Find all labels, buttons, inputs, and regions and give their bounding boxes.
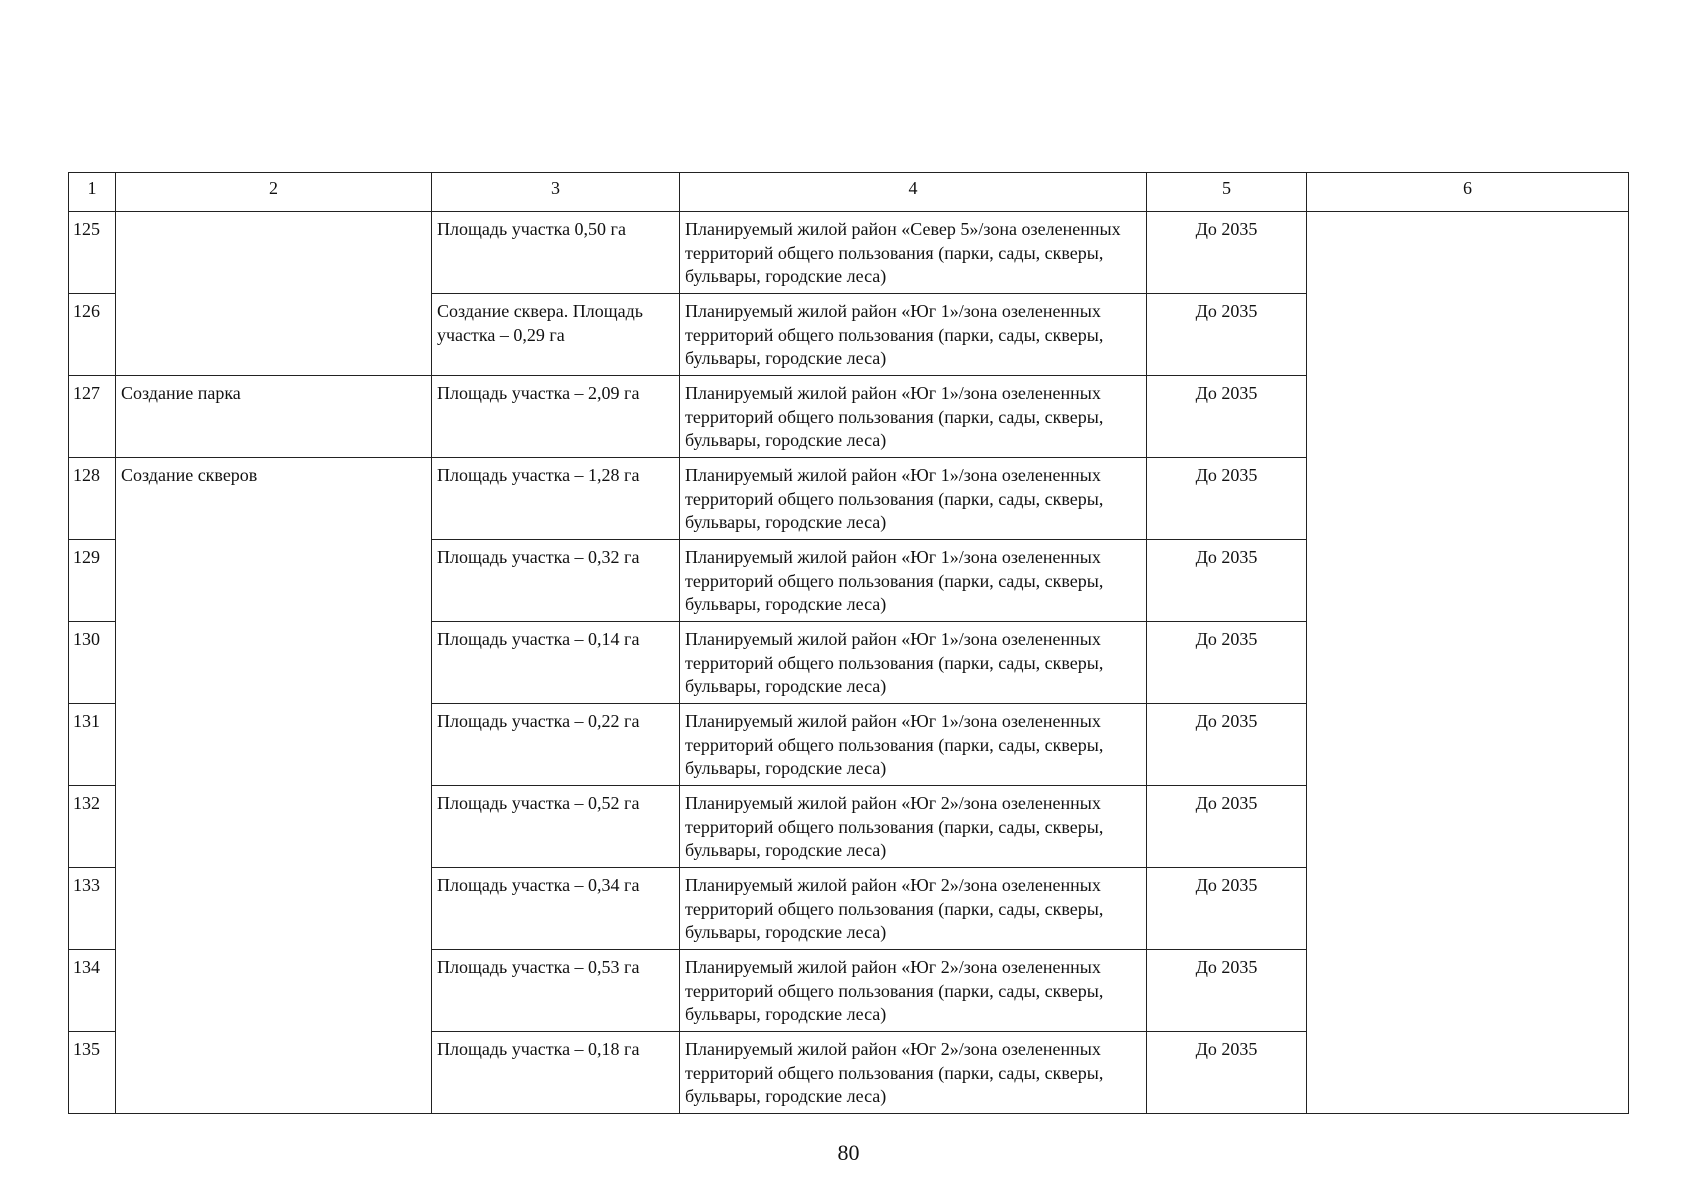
area-cell: Площадь участка – 0,32 га bbox=[432, 540, 680, 622]
location-cell: Планируемый жилой район «Юг 2»/зона озелененных территорий общего пользования (парки, сады, скверы, бульвары, городские леса) bbox=[680, 1032, 1147, 1114]
row-number-cell: 132 bbox=[69, 786, 116, 868]
document-table-container bbox=[68, 172, 1628, 1114]
table-header-row bbox=[69, 173, 1629, 212]
row-number-cell: 133 bbox=[69, 868, 116, 950]
row-number-cell: 127 bbox=[69, 376, 116, 458]
location-cell: Планируемый жилой район «Юг 1»/зона озелененных территорий общего пользования (парки, сады, скверы, бульвары, городские леса) bbox=[680, 294, 1147, 376]
row-number-cell: 125 bbox=[69, 212, 116, 294]
row-number-cell: 126 bbox=[69, 294, 116, 376]
location-cell: Планируемый жилой район «Юг 1»/зона озелененных территорий общего пользования (парки, сады, скверы, бульвары, городские леса) bbox=[680, 622, 1147, 704]
row-number-cell: 134 bbox=[69, 950, 116, 1032]
object-name-cell: Создание парка bbox=[116, 376, 432, 458]
object-name-cell bbox=[116, 212, 432, 376]
location-cell: Планируемый жилой район «Юг 2»/зона озелененных территорий общего пользования (парки, сады, скверы, бульвары, городские леса) bbox=[680, 786, 1147, 868]
term-cell: До 2035 bbox=[1147, 294, 1307, 376]
term-cell: До 2035 bbox=[1147, 622, 1307, 704]
area-cell: Площадь участка – 0,14 га bbox=[432, 622, 680, 704]
location-cell: Планируемый жилой район «Юг 1»/зона озелененных территорий общего пользования (парки, сады, скверы, бульвары, городские леса) bbox=[680, 458, 1147, 540]
location-cell: Планируемый жилой район «Юг 2»/зона озелененных территорий общего пользования (парки, сады, скверы, бульвары, городские леса) bbox=[680, 950, 1147, 1032]
term-cell: До 2035 bbox=[1147, 704, 1307, 786]
area-cell: Площадь участка – 0,18 га bbox=[432, 1032, 680, 1114]
area-cell: Создание сквера. Площадь участка – 0,29 га bbox=[432, 294, 680, 376]
column-header-4: 4 bbox=[680, 173, 1147, 212]
location-cell: Планируемый жилой район «Юг 2»/зона озелененных территорий общего пользования (парки, сады, скверы, бульвары, городские леса) bbox=[680, 868, 1147, 950]
table-row bbox=[69, 212, 1629, 294]
area-cell: Площадь участка – 0,34 га bbox=[432, 868, 680, 950]
location-cell: Планируемый жилой район «Юг 1»/зона озелененных территорий общего пользования (парки, сады, скверы, бульвары, городские леса) bbox=[680, 540, 1147, 622]
notes-cell bbox=[1307, 212, 1629, 1114]
object-name-cell: Создание скверов bbox=[116, 458, 432, 1114]
area-cell: Площадь участка – 1,28 га bbox=[432, 458, 680, 540]
row-number-cell: 128 bbox=[69, 458, 116, 540]
term-cell: До 2035 bbox=[1147, 1032, 1307, 1114]
column-header-1: 1 bbox=[69, 173, 116, 212]
area-cell: Площадь участка 0,50 га bbox=[432, 212, 680, 294]
location-cell: Планируемый жилой район «Север 5»/зона озелененных территорий общего пользования (парки, сады, скверы, бульвары, городские леса) bbox=[680, 212, 1147, 294]
term-cell: До 2035 bbox=[1147, 540, 1307, 622]
term-cell: До 2035 bbox=[1147, 376, 1307, 458]
location-cell: Планируемый жилой район «Юг 1»/зона озелененных территорий общего пользования (парки, сады, скверы, бульвары, городские леса) bbox=[680, 376, 1147, 458]
document-table bbox=[68, 172, 1629, 1114]
page-number: 80 bbox=[837, 1140, 860, 1165]
row-number-cell: 129 bbox=[69, 540, 116, 622]
column-header-3: 3 bbox=[432, 173, 680, 212]
column-header-5: 5 bbox=[1147, 173, 1307, 212]
column-header-6: 6 bbox=[1307, 173, 1629, 212]
term-cell: До 2035 bbox=[1147, 868, 1307, 950]
term-cell: До 2035 bbox=[1147, 458, 1307, 540]
area-cell: Площадь участка – 0,53 га bbox=[432, 950, 680, 1032]
location-cell: Планируемый жилой район «Юг 1»/зона озелененных территорий общего пользования (парки, сады, скверы, бульвары, городские леса) bbox=[680, 704, 1147, 786]
term-cell: До 2035 bbox=[1147, 786, 1307, 868]
term-cell: До 2035 bbox=[1147, 212, 1307, 294]
term-cell: До 2035 bbox=[1147, 950, 1307, 1032]
row-number-cell: 131 bbox=[69, 704, 116, 786]
column-header-2: 2 bbox=[116, 173, 432, 212]
area-cell: Площадь участка – 2,09 га bbox=[432, 376, 680, 458]
area-cell: Площадь участка – 0,52 га bbox=[432, 786, 680, 868]
area-cell: Площадь участка – 0,22 га bbox=[432, 704, 680, 786]
row-number-cell: 130 bbox=[69, 622, 116, 704]
row-number-cell: 135 bbox=[69, 1032, 116, 1114]
